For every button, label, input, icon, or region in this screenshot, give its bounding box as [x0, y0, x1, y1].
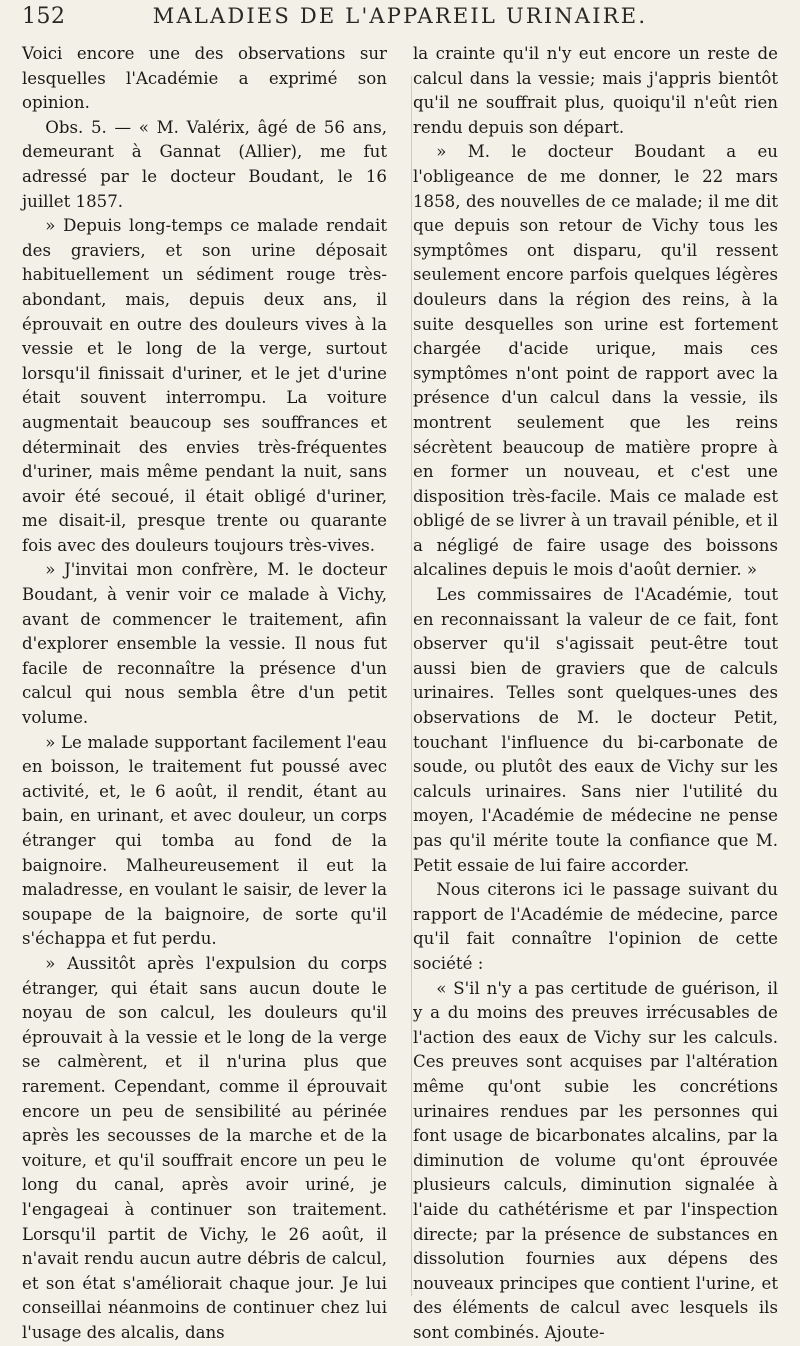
left-column	[22, 42, 387, 1342]
paragraph: Voici encore une des observations sur lesquelles l'Académie a exprimé son opinion.	[22, 44, 387, 113]
paragraph: « S'il n'y a pas certitude de guérison, il y a du moins des preuves irrécusables de l'action des eaux de Vichy sur les calculs. Ces preuves sont acquises par l'altération même qu'ont subie les concrétions urinaires rendues par les personnes qui font usage de bicarbonates alcalins, par la diminution de volume qu'ont éprouvée plusieurs calculs, diminution signalée à l'aide du cathétérisme et par l'inspection directe; par la présence de substances en dissolution fournies aux dépens des nouveaux principes que contient l'urine, et des éléments de calcul avec lesquels ils sont combinés. Ajoute-	[413, 978, 778, 1342]
paragraph: Les commissaires de l'Académie, tout en reconnaissant la valeur de ce fait, font observer qu'il s'agissait peut-être tout aussi bien de graviers que de calculs urinaires. Telles sont quelques-unes des observations de M. le docteur Petit, touchant l'influence du bi-carbonate de soude, ou plutôt des eaux de Vichy sur les calculs urinaires. Sans nier l'utilité du moyen, l'Académie de médecine ne pense pas qu'il mérite toute la confiance que M. Petit essaie de lui faire accorder.	[413, 585, 778, 875]
paragraph: la crainte qu'il n'y eut encore un reste de calcul dans la vessie; mais j'appris bientôt qu'il ne souffrait plus, quoiqu'il n'eût rien rendu depuis son départ.	[413, 44, 778, 137]
text-columns	[22, 42, 778, 1342]
page-number: 152	[22, 4, 66, 29]
right-column	[413, 42, 778, 1342]
paragraph: » Aussitôt après l'expulsion du corps étranger, qui était sans aucun doute le noyau de son calcul, les douleurs qu'il éprouvait à la vessie et le long de la verge se calmèrent, et il n'urina plus que rarement. Cependant, comme il éprouvait encore un peu de sensibilité au périnée après les secousses de la marche et de la voiture, et qu'il souffrait encore un peu le long du canal, après avoir uriné, je l'engageai à continuer son traitement. Lorsqu'il partit de Vichy, le 26 août, il n'avait rendu aucun autre débris de calcul, et son état s'améliorait chaque jour. Je lui conseillai néanmoins de continuer chez lui l'usage des alcalis, dans	[22, 953, 387, 1342]
page-header	[22, 4, 778, 34]
paragraph: » Depuis long-temps ce malade rendait des graviers, et son urine déposait habituellement un sédiment rouge très-abondant, mais, depuis deux ans, il éprouvait en outre des douleurs vives à la vessie et le long de la verge, surtout lorsqu'il finissait d'uriner, et le jet d'urine était souvent interrompu. La voiture augmentait beaucoup ses souffrances et déterminait des envies très-fréquentes d'uriner, mais même pendant la nuit, sans avoir été secoué, il était obligé d'uriner, me disait-il, presque trente ou quarante fois avec des douleurs toujours très-vives.	[22, 216, 387, 555]
paragraph: » Le malade supportant facilement l'eau en boisson, le traitement fut poussé avec activité, et, le 6 août, il rendit, étant au bain, en urinant, et avec douleur, un corps étranger qui tomba au fond de la baignoire. Malheureusement il eut la maladresse, en voulant le saisir, de lever la soupape de la baignoire, de sorte qu'il s'échappa et fut perdu.	[22, 732, 387, 949]
paragraph: Nous citerons ici le passage suivant du rapport de l'Académie de médecine, parce qu'il fait connaître l'opinion de cette société :	[413, 880, 778, 973]
paragraph: Obs. 5. — « M. Valérix, âgé de 56 ans, demeurant à Gannat (Allier), me fut adressé par le docteur Boudant, le 16 juillet 1857.	[22, 117, 387, 211]
paragraph: » M. le docteur Boudant a eu l'obligeance de me donner, le 22 mars 1858, des nouvelles de ce malade; il me dit que depuis son retour de Vichy tous les symptômes ont disparu, qu'il ressent seulement encore parfois quelques légères douleurs dans la région des reins, à la suite desquelles son urine est fortement chargée d'acide urique, mais ces symptômes n'ont point de rapport avec la présence d'un calcul dans la vessie, ils montrent seulement que les reins sécrètent beaucoup de matière propre à en former un nouveau, et c'est une disposition très-facile. Mais ce malade est obligé de se livrer à un travail pénible, et il a négligé de faire usage des boissons alcalines depuis le mois d'août dernier. »	[413, 142, 778, 580]
paragraph: » J'invitai mon confrère, M. le docteur Boudant, à venir voir ce malade à Vichy, avant de commencer le traitement, afin d'explorer ensemble la vessie. Il nous fut facile de reconnaître la présence d'un calcul qui nous sembla être d'un petit volume.	[22, 560, 387, 728]
running-head: MALADIES DE L'APPAREIL URINAIRE.	[152, 4, 648, 28]
